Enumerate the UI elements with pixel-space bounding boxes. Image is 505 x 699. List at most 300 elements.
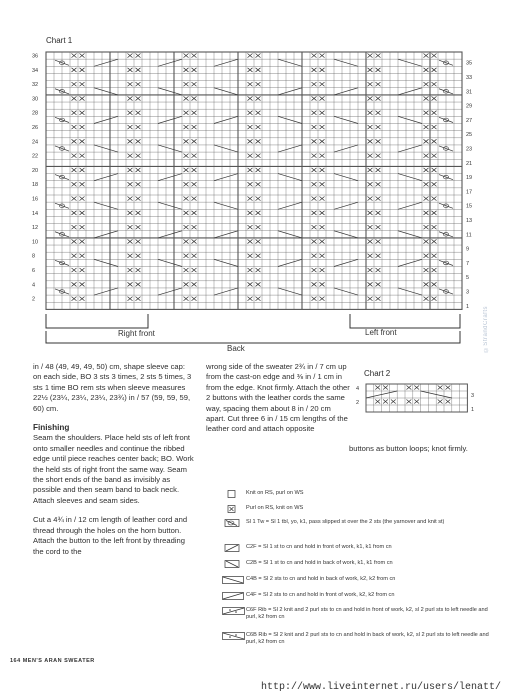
chart1 (30, 46, 480, 358)
purl-symbol (72, 225, 77, 229)
c2f-icon (222, 544, 244, 553)
purl-symbol (184, 211, 189, 215)
purl-symbol (136, 182, 141, 186)
purl-symbol (312, 139, 317, 143)
purl-symbol (424, 168, 429, 172)
purl-symbol (80, 82, 85, 86)
purl-symbol (248, 254, 253, 258)
purl-symbol (184, 68, 189, 72)
cable-symbol (94, 145, 118, 152)
purl-symbol (256, 154, 261, 158)
chart1-row-number: 13 (466, 217, 473, 224)
purl-symbol (256, 297, 261, 301)
purl-symbol (184, 225, 189, 229)
purl-symbol (376, 139, 381, 143)
purl-symbol (192, 254, 197, 258)
purl-symbol (136, 82, 141, 86)
purl-symbol (80, 96, 85, 100)
purl-symbol (438, 386, 443, 390)
purl-symbol (256, 54, 261, 58)
purl-symbol (248, 239, 253, 243)
purl-symbol (248, 268, 253, 272)
purl-symbol (424, 54, 429, 58)
purl-symbol (136, 68, 141, 72)
purl-symbol (192, 125, 197, 129)
purl-symbol (128, 211, 133, 215)
purl-symbol (192, 111, 197, 115)
purl-symbol (184, 139, 189, 143)
cable-symbol (398, 231, 422, 238)
purl-symbol (424, 68, 429, 72)
purl-symbol (72, 182, 77, 186)
purl-symbol (256, 211, 261, 215)
sl1-tw-icon (222, 519, 244, 528)
purl-symbol (383, 386, 388, 390)
chart1-row-number: 8 (32, 253, 36, 260)
purl-symbol (320, 68, 325, 72)
purl-symbol (376, 297, 381, 301)
cable-symbol (278, 145, 302, 152)
chart1-row-number: 11 (466, 232, 472, 239)
purl-symbol (72, 254, 77, 258)
purl-symbol (368, 54, 373, 58)
purl-symbol (192, 282, 197, 286)
c4f-icon (222, 592, 246, 601)
purl-symbol (391, 400, 396, 404)
purl-symbol (320, 54, 325, 58)
purl-symbol (432, 225, 437, 229)
purl-symbol (320, 197, 325, 201)
purl-symbol (80, 139, 85, 143)
cable-symbol (94, 288, 118, 295)
purl-symbol (432, 54, 437, 58)
cable-symbol (334, 288, 358, 295)
purl-symbol (192, 154, 197, 158)
cable-symbol (398, 59, 422, 66)
purl-symbol (312, 54, 317, 58)
purl-symbol (80, 297, 85, 301)
purl-symbol (72, 139, 77, 143)
cable-symbol (278, 59, 302, 66)
purl-symbol (256, 225, 261, 229)
purl-symbol (424, 182, 429, 186)
chart1-row-number: 14 (32, 210, 39, 217)
chart1-row-number: 3 (466, 289, 470, 296)
text-column-1 (33, 362, 195, 566)
cable-symbol (214, 145, 238, 152)
purl-symbol (320, 225, 325, 229)
chart2-row-3: 3 (471, 393, 475, 399)
c2b-icon (222, 560, 244, 569)
cable-symbol (334, 259, 358, 266)
purl-symbol (320, 268, 325, 272)
cable-symbol (158, 202, 182, 209)
purl-symbol (184, 197, 189, 201)
purl-symbol (128, 139, 133, 143)
purl-symbol (376, 125, 381, 129)
purl-symbol (136, 282, 141, 286)
cable-symbol (214, 116, 238, 123)
purl-symbol (248, 168, 253, 172)
chart1-row-number: 7 (466, 260, 470, 267)
cable-symbol (158, 288, 182, 295)
purl-symbol (312, 168, 317, 172)
purl-symbol (248, 111, 253, 115)
purl-symbol (192, 197, 197, 201)
chart1-row-number: 12 (32, 225, 39, 232)
purl-symbol (368, 297, 373, 301)
chart1-row-number: 31 (466, 89, 473, 96)
purl-symbol (128, 68, 133, 72)
purl-symbol (320, 239, 325, 243)
purl-symbol (376, 239, 381, 243)
purl-symbol (128, 54, 133, 58)
purl-symbol (256, 125, 261, 129)
purl-symbol (256, 82, 261, 86)
purl-symbol (80, 282, 85, 286)
finishing-heading: Finishing (33, 423, 70, 433)
purl-symbol (136, 125, 141, 129)
purl-symbol (376, 197, 381, 201)
cable-symbol (334, 116, 358, 123)
purl-symbol (192, 168, 197, 172)
cable-symbol (398, 202, 422, 209)
purl-symbol (128, 96, 133, 100)
cable-symbol (334, 145, 358, 152)
purl-symbol (424, 154, 429, 158)
cable-symbol (158, 174, 182, 181)
source-watermark: http://www.liveinternet.ru/users/lenatt/ (260, 682, 501, 693)
purl-symbol (136, 254, 141, 258)
cable-symbol (214, 59, 238, 66)
purl-symbol (320, 211, 325, 215)
chart1-row-number: 33 (466, 74, 473, 81)
purl-symbol (128, 282, 133, 286)
chart1-row-number: 20 (32, 167, 39, 174)
purl-symbol (438, 400, 443, 404)
chart2-symbols (366, 386, 452, 404)
cable-symbol (94, 116, 118, 123)
purl-symbol (72, 68, 77, 72)
cable-symbol (214, 231, 238, 238)
purl-symbol (80, 182, 85, 186)
purl-symbol (256, 268, 261, 272)
chart1-row-number: 6 (32, 268, 36, 274)
cable-symbol (94, 259, 118, 266)
purl-symbol (432, 282, 437, 286)
paragraph-button-loops: buttons as button loops; knot firmly. (349, 444, 468, 453)
purl-symbol (192, 96, 197, 100)
purl-symbol (320, 282, 325, 286)
purl-symbol (424, 297, 429, 301)
purl-symbol (136, 96, 141, 100)
cable-symbol (278, 288, 302, 295)
purl-symbol (80, 268, 85, 272)
chart1-row-number: 28 (32, 110, 39, 117)
purl-symbol (80, 211, 85, 215)
purl-symbol (184, 111, 189, 115)
cable-symbol (158, 259, 182, 266)
purl-symbol (128, 239, 133, 243)
purl-symbol (72, 211, 77, 215)
purl-symbol (312, 254, 317, 258)
cable-symbol (158, 116, 182, 123)
text-column-2 (206, 362, 351, 444)
purl-symbol (376, 68, 381, 72)
chart1-row-number: 16 (32, 196, 39, 203)
purl-symbol (184, 182, 189, 186)
purl-symbol (192, 225, 197, 229)
chart1-grid (46, 52, 462, 309)
purl-symbol (368, 282, 373, 286)
purl-symbol (136, 239, 141, 243)
purl-symbol (72, 54, 77, 58)
purl-symbol (184, 239, 189, 243)
purl-symbol (72, 125, 77, 129)
cable-symbol (398, 288, 422, 295)
chart1-row-number: 29 (466, 103, 473, 110)
purl-symbol (320, 182, 325, 186)
purl-symbol (320, 168, 325, 172)
purl-symbol (192, 211, 197, 215)
chart1-row-number: 9 (466, 246, 470, 253)
purl-symbol (376, 254, 381, 258)
purl-symbol (432, 168, 437, 172)
cable-symbol (94, 231, 118, 238)
chart2-title: Chart 2 (364, 369, 391, 378)
purl-symbol (407, 400, 412, 404)
purl-symbol (424, 254, 429, 258)
chart1-row-number: 35 (466, 60, 473, 67)
purl-symbol (446, 400, 451, 404)
purl-symbol (368, 82, 373, 86)
purl-symbol (368, 254, 373, 258)
text-column-3 (349, 444, 477, 463)
purl-symbol (432, 268, 437, 272)
purl-symbol (376, 96, 381, 100)
paragraph-button-cord: Cut a 4¾ in / 12 cm length of leather cord and thread through the holes on the horn button. Attach the button to the left front by threading the cord to the (33, 515, 188, 556)
purl-symbol (312, 282, 317, 286)
purl-symbol (184, 125, 189, 129)
purl-symbol (432, 96, 437, 100)
purl-symbol (368, 125, 373, 129)
purl-symbol (312, 297, 317, 301)
cable-symbol (94, 202, 118, 209)
cable-symbol (214, 174, 238, 181)
chart1-row-number: 25 (466, 132, 473, 139)
purl-symbol (248, 297, 253, 301)
purl-symbol (432, 297, 437, 301)
chart1-row-number: 22 (32, 153, 39, 160)
purl-symbol (432, 254, 437, 258)
purl-symbol (368, 168, 373, 172)
cable-symbol (334, 202, 358, 209)
chart2 (354, 382, 484, 416)
purl-symbol (368, 154, 373, 158)
left-front-bracket (350, 314, 460, 328)
purl-symbol (320, 139, 325, 143)
purl-symbol (136, 225, 141, 229)
page-footer: 164 MEN'S ARAN SWEATER (10, 658, 95, 664)
purl-symbol (128, 111, 133, 115)
cable-symbol (398, 116, 422, 123)
cable-symbol (334, 174, 358, 181)
purl-symbol (136, 297, 141, 301)
purl-symbol (256, 68, 261, 72)
purl-symbol (368, 197, 373, 201)
cable-symbol (398, 259, 422, 266)
purl-symbol (368, 139, 373, 143)
purl-symbol (248, 282, 253, 286)
chart1-row-number: 24 (32, 139, 39, 146)
purl-symbol (368, 239, 373, 243)
chart1-row-number: 19 (466, 175, 473, 182)
purl-symbol (424, 268, 429, 272)
purl-symbol (72, 111, 77, 115)
purl-symbol (192, 239, 197, 243)
purl-symbol (256, 254, 261, 258)
cable-symbol (94, 174, 118, 181)
purl-symbol (368, 111, 373, 115)
chart1-row-number: 36 (32, 53, 39, 60)
purl-symbol (414, 400, 419, 404)
paragraph-attach-buttons: wrong side of the sweater 2¾ in / 7 cm up from the cast-on edge and ⅜ in / 1 cm in from the edge. Knot firmly. Attach the other 2 buttons with the leather cords the same way, spacing them about 8 in / 20 cm apart. Cut three 6 in / 15 cm lengths of the leather cord and attach opposite (206, 362, 350, 434)
purl-symbol (128, 225, 133, 229)
purl-symbol (248, 182, 253, 186)
cable-symbol (158, 231, 182, 238)
cable-symbol (334, 231, 358, 238)
cable-symbol (158, 145, 182, 152)
cable-symbol (278, 116, 302, 123)
purl-symbol (432, 82, 437, 86)
purl-symbol (376, 268, 381, 272)
purl-symbol (184, 54, 189, 58)
purl-symbol (376, 211, 381, 215)
purl-symbol (248, 211, 253, 215)
chart1-row-number: 32 (32, 82, 39, 89)
purl-symbol (368, 211, 373, 215)
purl-symbol (312, 82, 317, 86)
purl-symbol (72, 282, 77, 286)
purl-symbol (72, 82, 77, 86)
purl-symbol (128, 254, 133, 258)
cable-symbol (94, 59, 118, 66)
purl-symbol (368, 96, 373, 100)
purl-symbol (128, 154, 133, 158)
purl-symbol (72, 154, 77, 158)
purl-symbol (312, 111, 317, 115)
purl-symbol (376, 182, 381, 186)
purl-symbol (80, 197, 85, 201)
purl-symbol (248, 225, 253, 229)
purl-symbol (72, 197, 77, 201)
purl-symbol (256, 182, 261, 186)
chart1-left-row-numbers (32, 54, 38, 303)
purl-symbol (368, 68, 373, 72)
purl-symbol (128, 297, 133, 301)
purl-symbol (248, 54, 253, 58)
cable-symbol (278, 202, 302, 209)
purl-symbol (320, 96, 325, 100)
back-bracket (46, 331, 460, 343)
cable-symbol (398, 174, 422, 181)
purl-symbol (248, 82, 253, 86)
purl-symbol (376, 111, 381, 115)
purl-symbol (432, 111, 437, 115)
purl-symbol (80, 239, 85, 243)
cable-symbol (334, 59, 358, 66)
purl-symbol (80, 111, 85, 115)
cable-symbol (334, 88, 358, 95)
cable-symbol (214, 202, 238, 209)
purl-symbol (320, 297, 325, 301)
purl-symbol (312, 225, 317, 229)
cable-symbol (278, 259, 302, 266)
purl-symbol (192, 182, 197, 186)
purl-symbol (72, 268, 77, 272)
purl-symbol (320, 254, 325, 258)
c6b-rib-icon (222, 632, 246, 641)
purl-symbol (184, 297, 189, 301)
purl-symbol (184, 268, 189, 272)
purl-symbol (72, 297, 77, 301)
purl-symbol (312, 182, 317, 186)
purl-symbol (80, 254, 85, 258)
purl-symbol (184, 168, 189, 172)
purl-symbol (432, 125, 437, 129)
purl-symbol (424, 211, 429, 215)
purl-symbol (375, 386, 380, 390)
purl-symbol (424, 139, 429, 143)
purl-symbol (128, 182, 133, 186)
purl-symbol (320, 82, 325, 86)
purl-symbol (136, 197, 141, 201)
left-front-label: Left front (365, 328, 397, 337)
purl-symbol (376, 282, 381, 286)
purl-symbol (320, 111, 325, 115)
purl-x-square-icon (222, 505, 242, 514)
purl-symbol (136, 54, 141, 58)
purl-symbol (312, 239, 317, 243)
chart1-row-number: 2 (32, 296, 36, 303)
chart1-title: Chart 1 (46, 36, 73, 45)
purl-symbol (376, 225, 381, 229)
purl-symbol (376, 82, 381, 86)
purl-symbol (192, 82, 197, 86)
c6f-rib-icon (222, 607, 246, 616)
purl-symbol (192, 54, 197, 58)
purl-symbol (432, 154, 437, 158)
purl-symbol (184, 282, 189, 286)
purl-symbol (256, 96, 261, 100)
purl-symbol (80, 68, 85, 72)
c4b-icon (222, 576, 246, 585)
cable-symbol (278, 174, 302, 181)
purl-symbol (432, 139, 437, 143)
purl-symbol (256, 111, 261, 115)
purl-symbol (128, 168, 133, 172)
cable-symbol (158, 59, 182, 66)
purl-symbol (192, 68, 197, 72)
purl-symbol (256, 139, 261, 143)
cable-symbol (398, 88, 422, 95)
purl-symbol (248, 154, 253, 158)
purl-symbol (432, 68, 437, 72)
chart1-row-number: 26 (32, 125, 39, 131)
purl-symbol (248, 125, 253, 129)
purl-symbol (424, 111, 429, 115)
purl-symbol (375, 400, 380, 404)
